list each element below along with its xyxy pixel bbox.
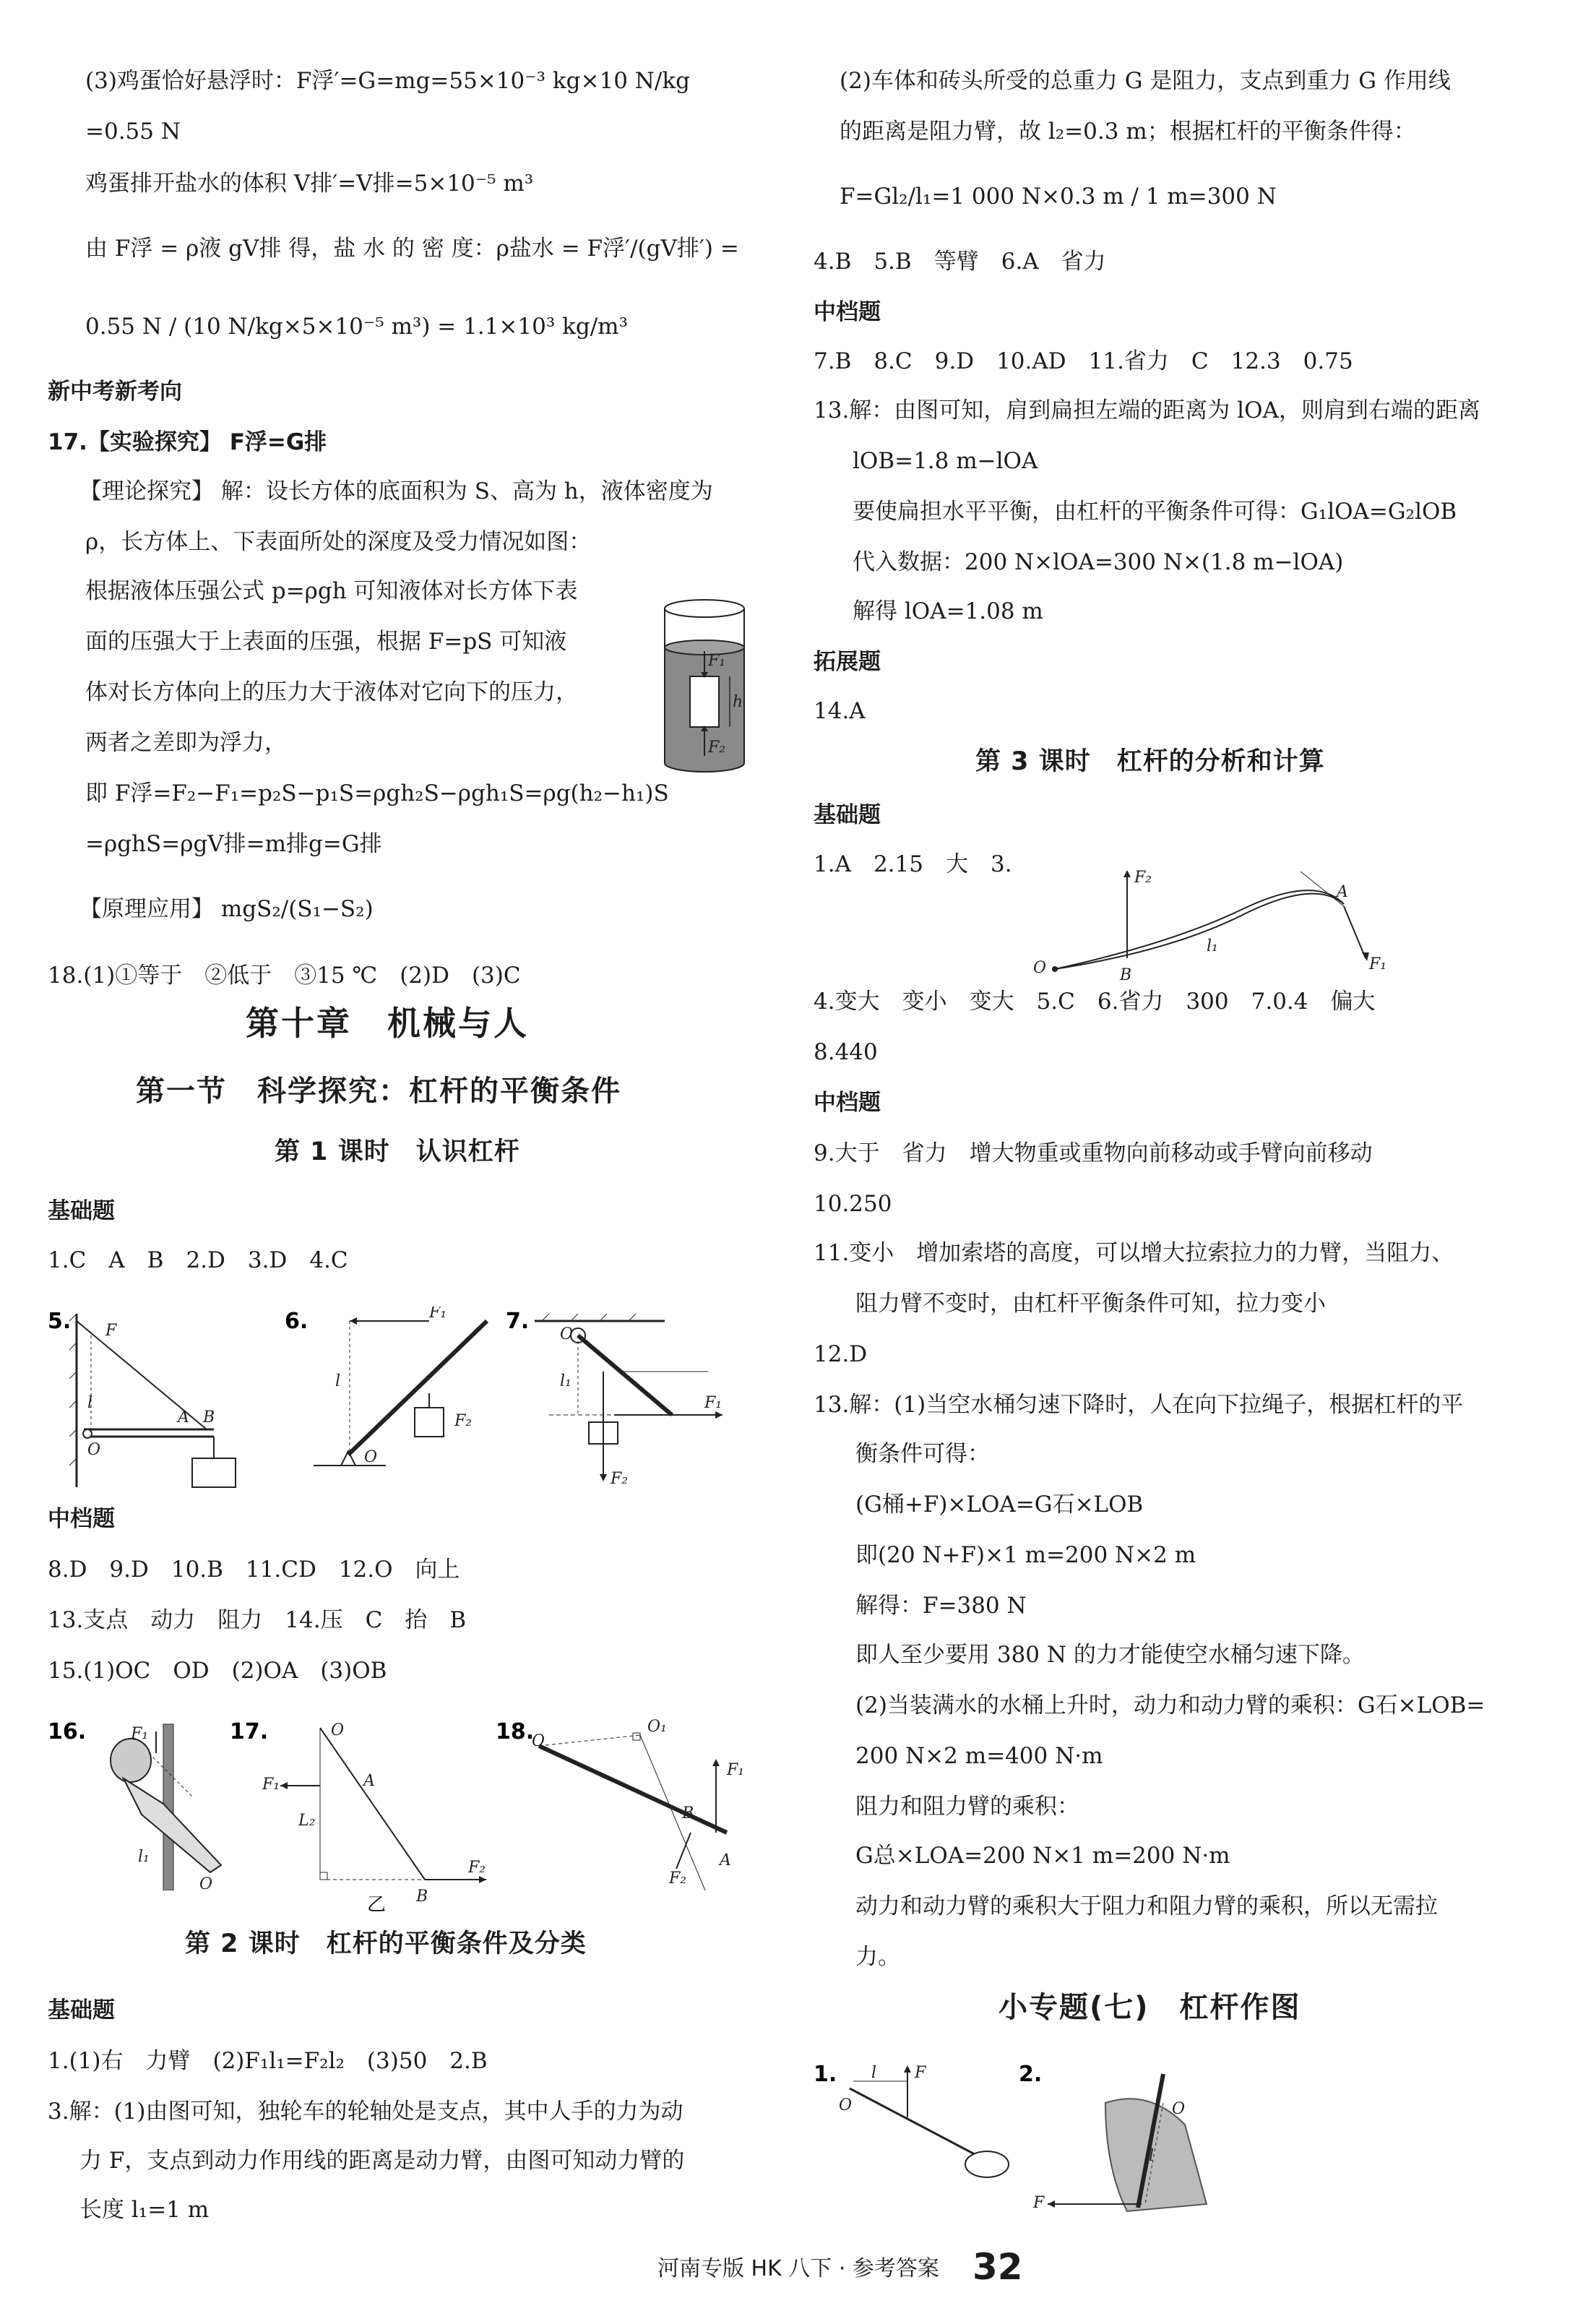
svg-text:B: B [1120, 966, 1132, 980]
answer-line: (G桶+F)×LOA=G石×LOB [855, 1492, 1144, 1518]
svg-text:F: F [1033, 2194, 1045, 2212]
answer-line: 8.440 [814, 1039, 878, 1065]
svg-text:O₁: O₁ [647, 1718, 667, 1736]
svg-text:l: l [871, 2064, 877, 2082]
answer-line: 1.C A B 2.D 3.D 4.C [48, 1247, 348, 1273]
svg-text:F₁: F₁ [131, 1725, 149, 1743]
answer-line: 由 F浮 = ρ液 gV排 得，盐 水 的 密 度：ρ盐水 = F浮′/(gV排′) = [85, 236, 739, 262]
answer-line: 17.【实验探究】 F浮=G排 [48, 429, 327, 455]
svg-text:F₂: F₂ [454, 1412, 473, 1430]
answer-line: 两者之差即为浮力， [85, 730, 287, 756]
answer-line: =ρghS=ρgV排=m排g=G排 [85, 831, 382, 857]
svg-text:O: O [199, 1875, 213, 1890]
answer-line: 13.解：(1)当空水桶匀速下降时，人在向下拉绳子，根据杠杆的平 [814, 1392, 1464, 1418]
answer-line: 11.变小 增加索塔的高度，可以增大拉索拉力的力臂，当阻力、 [814, 1240, 1454, 1266]
answer-line: 体对长方体向上的压力大于液体对它向下的压力， [85, 679, 578, 705]
svg-text:F: F [915, 2064, 926, 2082]
svg-text:l₁: l₁ [560, 1372, 571, 1390]
answer-line: 13.解：由图可知，肩到扁担左端的距离为 lOA，则肩到右端的距离 [814, 397, 1480, 423]
answer-line: 根据液体压强公式 p=ρgh 可知液体对长方体下表 [85, 578, 578, 604]
svg-text:l₁: l₁ [138, 1848, 150, 1866]
answer-line: (2)车体和砖头所受的总重力 G 是阻力，支点到重力 G 作用线 [840, 68, 1451, 94]
answer-line: 【理论探究】 解：设长方体的底面积为 S、高为 h，液体密度为 [79, 478, 713, 504]
heading: 小专题(七) 杠杆作图 [998, 1991, 1301, 2024]
svg-text:l: l [87, 1394, 93, 1412]
heading: 第 1 课时 认识杠杆 [275, 1137, 520, 1166]
answer-line: 鸡蛋排开盐水的体积 V排′=V排=5×10⁻⁵ m³ [85, 171, 534, 197]
svg-text:F₁: F₁ [708, 652, 726, 670]
svg-text:h: h [733, 693, 743, 711]
answer-line: 衡条件可得： [855, 1441, 990, 1467]
answer-line: 动力和动力臂的乘积大于阻力和阻力臂的乘积，所以无需拉 [855, 1893, 1438, 1919]
answer-line: 即 F浮=F₂−F₁=p₂S−p₁S=ρgh₂S−ρgh₁S=ρg(h₂−h₁)S [85, 780, 669, 806]
answer-line: 1.(1)右 力臂 (2)F₁l₁=F₂l₂ (3)50 2.B [48, 2048, 488, 2074]
answer-line: 12.D [814, 1341, 868, 1367]
answer-line: 4.B 5.B 等臂 6.A 省力 [814, 249, 1106, 275]
svg-text:l₁: l₁ [1207, 937, 1218, 955]
answer-line: 14.A [814, 698, 866, 724]
svg-text:F₁: F₁ [727, 1761, 745, 1779]
svg-text:16.: 16. [48, 1719, 87, 1744]
answer-line: (3)鸡蛋恰好悬浮时：F浮′=G=mg=55×10⁻³ kg×10 N/kg [85, 68, 690, 94]
svg-text:F₁: F₁ [704, 1394, 722, 1412]
answer-line: ρ，长方体上、下表面所处的深度及受力情况如图： [85, 529, 592, 555]
figure-18 [496, 1717, 777, 1905]
svg-text:F₂: F₂ [1134, 869, 1152, 887]
svg-text:2.: 2. [1019, 2062, 1043, 2087]
figure-7 [506, 1307, 737, 1494]
svg-text:5.: 5. [48, 1309, 72, 1334]
svg-text:A: A [363, 1772, 375, 1790]
heading: 第一节 科学探究：杠杆的平衡条件 [136, 1075, 621, 1108]
svg-text:F₁: F₁ [262, 1776, 280, 1794]
answer-line: 长度 l₁=1 m [79, 2197, 210, 2223]
answer-line: 阻力臂不变时，由杠杆平衡条件可知，拉力变小 [855, 1291, 1326, 1317]
svg-text:1.: 1. [814, 2062, 837, 2087]
answer-line: 代入数据：200 N×lOA=300 N×(1.8 m−lOA) [853, 549, 1344, 575]
svg-text:l: l [335, 1372, 341, 1390]
answer-line: =0.55 N [85, 119, 181, 145]
answer-line: 即人至少要用 380 N 的力才能使空水桶匀速下降。 [855, 1642, 1365, 1668]
heading: 第 3 课时 杠杆的分析和计算 [975, 747, 1325, 776]
svg-text:F₂: F₂ [468, 1859, 486, 1877]
svg-text:O: O [532, 1732, 545, 1750]
section-label: 基础题 [48, 1198, 115, 1224]
answer-line: 面的压强大于上表面的压强，根据 F=pS 可知液 [85, 629, 567, 655]
svg-text:O: O [1172, 2100, 1186, 2118]
svg-text:O: O [839, 2096, 853, 2114]
answer-line: 解得 lOA=1.08 m [853, 598, 1043, 624]
section-label: 基础题 [48, 1997, 115, 2023]
svg-text:7.: 7. [506, 1309, 530, 1334]
svg-text:F₁: F₁ [1369, 955, 1387, 973]
answer-line: 4.变大 变小 变大 5.C 6.省力 300 7.0.4 偏大 [814, 989, 1376, 1015]
answer-line: lOB=1.8 m−lOA [853, 448, 1038, 474]
svg-text:F₁: F₁ [429, 1307, 447, 1322]
answer-line: 9.大于 省力 增大物重或重物向前移动或手臂向前移动 [814, 1140, 1373, 1166]
figure-6 [285, 1307, 501, 1480]
section-label: 基础题 [814, 802, 881, 828]
svg-text:O: O [87, 1441, 101, 1459]
figure-5 [48, 1307, 279, 1502]
svg-text:O: O [331, 1721, 345, 1739]
heading: 第十章 机械与人 [246, 1004, 529, 1043]
page-number: 32 [972, 2246, 1023, 2288]
figure-16 [48, 1717, 228, 1890]
svg-text:乙: 乙 [367, 1894, 387, 1912]
cylinder-figure [650, 597, 759, 778]
answer-line: 8.D 9.D 10.B 11.CD 12.O 向上 [48, 1557, 460, 1583]
svg-text:O: O [1033, 959, 1047, 977]
answer-line: G总×LOA=200 N×1 m=200 N·m [855, 1843, 1230, 1869]
svg-text:B: B [682, 1804, 694, 1823]
answer-line: 7.B 8.C 9.D 10.AD 11.省力 C 12.3 0.75 [814, 348, 1353, 374]
topic-figure-2 [1019, 2060, 1250, 2226]
answer-line: 0.55 N / (10 N/kg×5×10⁻⁵ m³) = 1.1×10³ kg/m³ [85, 314, 629, 340]
figure-17 [230, 1717, 504, 1912]
svg-text:l: l [1149, 2147, 1155, 2165]
svg-text:6.: 6. [285, 1309, 309, 1334]
svg-text:B: B [203, 1408, 215, 1426]
svg-text:B: B [416, 1888, 428, 1906]
answer-line: 10.250 [814, 1191, 892, 1217]
section-label: 拓展题 [814, 649, 881, 675]
svg-text:F₂: F₂ [669, 1869, 687, 1888]
svg-text:F₂: F₂ [611, 1470, 629, 1488]
svg-text:A: A [178, 1408, 189, 1426]
answer-line: 【原理应用】 mgS₂/(S₁−S₂) [79, 896, 374, 922]
answer-line: 18.(1)①等于 ②低于 ③15 ℃ (2)D (3)C [48, 963, 521, 989]
svg-text:F: F [105, 1322, 117, 1340]
answer-line: 解得：F=380 N [855, 1593, 1027, 1619]
svg-text:L₂: L₂ [298, 1812, 316, 1830]
section-label: 中档题 [814, 299, 881, 325]
answer-line: F=Gl₂/l₁=1 000 N×0.3 m / 1 m=300 N [840, 184, 1277, 210]
heading: 第 2 课时 杠杆的平衡条件及分类 [185, 1929, 587, 1958]
answer-line: 3.解：(1)由图可知，独轮车的轮轴处是支点，其中人手的力为动 [48, 2099, 683, 2125]
answer-line: 13.支点 动力 阻力 14.压 C 抬 B [48, 1607, 467, 1633]
svg-text:O: O [364, 1448, 378, 1466]
answer-line: 力。 [855, 1944, 900, 1970]
svg-text:17.: 17. [230, 1719, 269, 1744]
answer-line: 200 N×2 m=400 N·m [855, 1743, 1103, 1769]
footer-text: 河南专版 HK 八下 · 参考答案 [657, 2256, 939, 2281]
svg-text:O: O [560, 1325, 574, 1343]
topic-figure-1 [814, 2060, 1030, 2190]
section-label: 中档题 [48, 1506, 115, 1532]
answer-line: 的距离是阻力臂，故 l₂=0.3 m；根据杠杆的平衡条件得： [840, 119, 1416, 145]
answer-line: 15.(1)OC OD (2)OA (3)OB [48, 1658, 387, 1684]
answer-line: 阻力和阻力臂的乘积： [855, 1794, 1079, 1820]
svg-text:18.: 18. [496, 1719, 535, 1744]
answer-line: 即(20 N+F)×1 m=200 N×2 m [855, 1542, 1196, 1568]
answer-line: 力 F，支点到动力作用线的距离是动力臂，由图可知动力臂的 [79, 2148, 685, 2174]
section-label: 中档题 [814, 1090, 881, 1116]
figure-lesson3-3 [1026, 864, 1387, 980]
answer-line: 要使扁担水平平衡，由杠杆的平衡条件可得：G₁lOA=G₂lOB [853, 499, 1457, 525]
answer-line: 1.A 2.15 大 3. [814, 851, 1012, 877]
svg-text:A: A [720, 1851, 731, 1869]
svg-text:F₂: F₂ [708, 739, 726, 757]
answer-line: (2)当装满水的水桶上升时，动力和动力臂的乘积：G石×LOB= [855, 1692, 1485, 1718]
section-label: 新中考新考向 [48, 379, 182, 405]
svg-text:A: A [1337, 883, 1348, 901]
